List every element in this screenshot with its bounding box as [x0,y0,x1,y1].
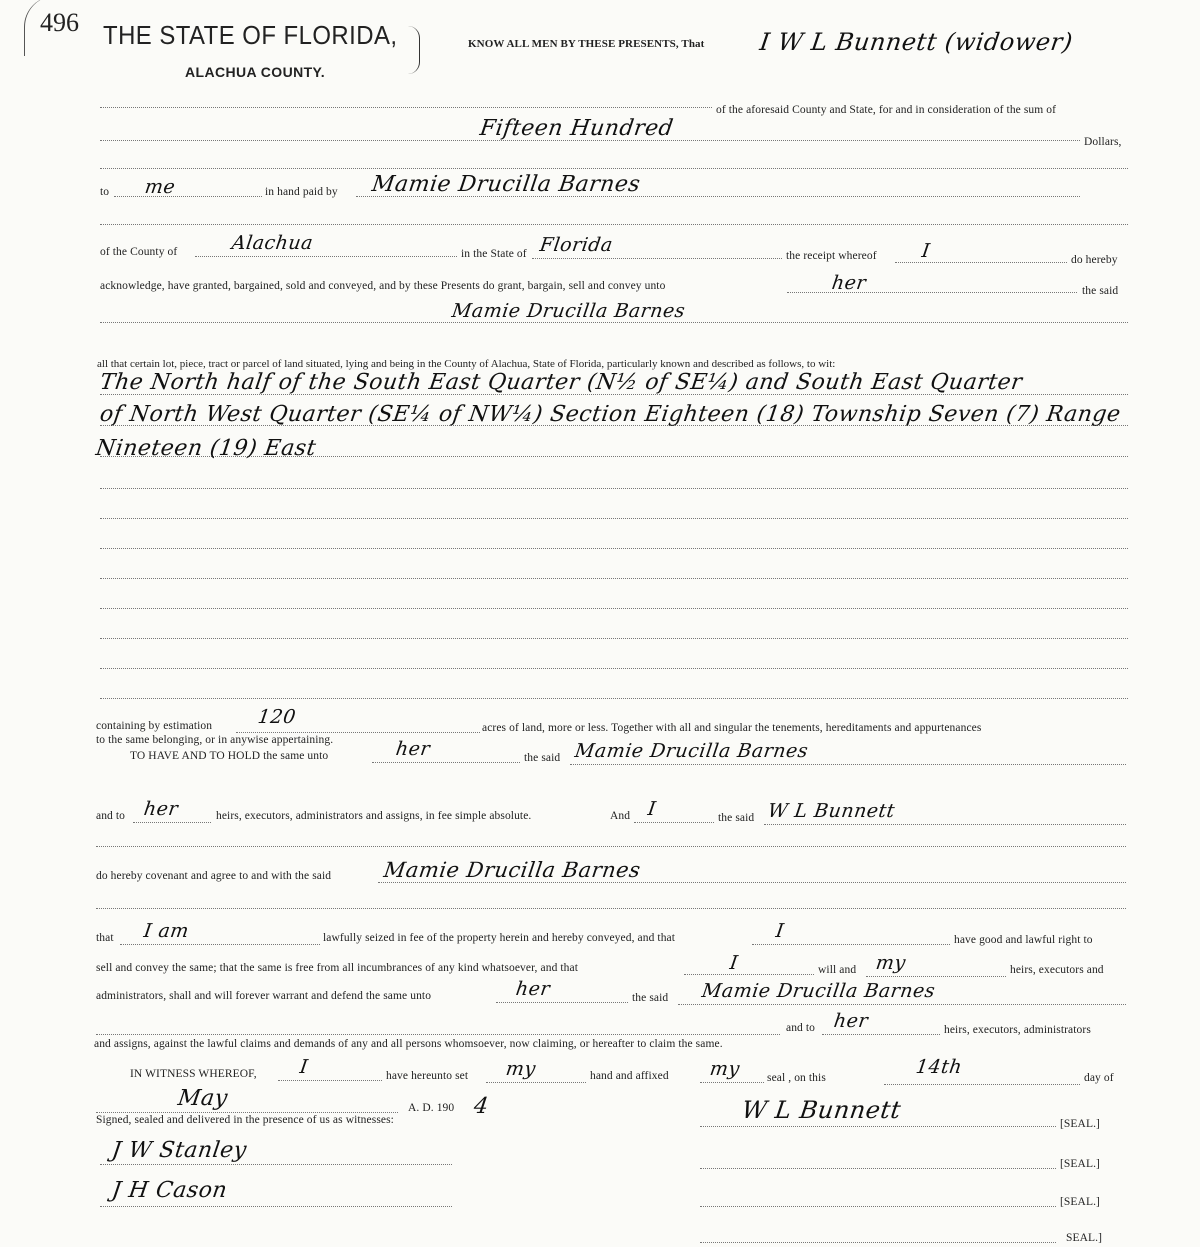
and-to-text: and to [96,810,126,822]
receipt-text: the receipt whereof [786,250,877,262]
signed-text: Signed, sealed and delivered in the presence of us as witnesses: [96,1114,394,1126]
in-witness-text: IN WITNESS WHEREOF, [130,1068,257,1080]
rule [100,322,1128,323]
rule [96,1112,398,1113]
containing-text: containing by estimation [96,720,213,732]
acknowledge-text: acknowledge, have granted, bargained, sold and conveyed, and by these Presents do grant, bargain, sell and convey unto [100,280,666,292]
hereby-text: do hereby [1071,254,1118,266]
year-handwritten: 4 [472,1094,491,1119]
rule [96,908,1126,909]
and-to-2-text: and to [786,1022,816,1034]
page-number: 496 [40,8,79,37]
state-handwritten: Florida [538,234,615,256]
set-handwritten: my [504,1058,538,1080]
in-state-text: in the State of [461,248,527,260]
hand-affixed-text: hand and affixed [590,1070,669,1082]
witness-1-handwritten: J W Stanley [110,1138,249,1163]
rule [120,944,320,945]
rule [100,548,1128,549]
description-line-3: Nineteen (19) East [94,436,318,461]
rule [822,1034,940,1035]
in-witness-handwritten: I [298,1056,310,1078]
county-handwritten: Alachua [230,232,315,254]
seal-on-text: seal , on this [767,1072,826,1084]
rule [700,1126,1056,1127]
header-bracket [405,26,420,74]
rule [100,1206,452,1207]
and-handwritten: I [646,798,658,820]
of-county-text: of the County of [100,246,178,258]
rule [100,1164,452,1165]
receipt-handwritten: I [920,240,932,262]
acres-handwritten: 120 [256,706,298,728]
description-intro: all that certain lot, piece, tract or parcel of land situated, lying and being in the County of Alachua, State of Florida, particularly known and described as follows, to wit: [97,358,836,370]
rule [195,256,457,257]
that-text: that [96,932,114,944]
and-to-handwritten: her [142,798,180,820]
to-have-the-said: the said [524,752,561,764]
covenant-text: do hereby covenant and agree to and with the said [96,870,332,882]
the-said-2-text: the said [718,812,755,824]
will-handwritten: my [874,952,908,974]
rule [236,732,480,733]
rule [100,107,712,108]
admin-name-handwritten: Mamie Drucilla Barnes [700,980,937,1002]
heirs-2-text: heirs, executors, administrators [944,1024,1091,1036]
to-text: to [100,186,110,198]
to-have-handwritten: her [394,738,432,760]
rule [866,976,1006,977]
seal-label-4: SEAL.] [1066,1232,1103,1244]
rule [895,262,1067,263]
affixed-handwritten: my [708,1058,742,1080]
rule [100,518,1128,519]
signature-handwritten: W L Bunnett [740,1096,903,1124]
sell-convey-text: sell and convey the same; that the same is free from all incumbrances of any kind whatsoever, and that [96,962,579,974]
sell-handwritten: I [728,952,740,974]
rule [100,698,1128,699]
rule [570,764,1126,765]
good-right-text: have good and lawful right to [954,934,1093,946]
rule [700,1168,1056,1169]
rule [700,1206,1056,1207]
grantor-handwritten: I W L Bunnett (widower) [758,28,1075,56]
rule [100,668,1128,669]
description-line-1: The North half of the South East Quarter (N½ of SE¼) and South East Quarter [98,370,1024,395]
day-handwritten: 14th [914,1056,964,1078]
rule [100,488,1128,489]
have-set-text: have hereunto set [386,1070,469,1082]
to-handwritten: me [143,176,177,198]
rule [884,1084,1080,1085]
description-line-2: of North West Quarter (SE¼ of NW¼) Section Eighteen (18) Township Seven (7) Range [98,402,1123,427]
rule [96,1034,780,1035]
rule [678,1004,1126,1005]
county-title: ALACHUA COUNTY. [185,64,326,80]
witness-2-handwritten: J H Cason [110,1178,229,1203]
rule [496,1002,628,1003]
rule [372,762,520,763]
lawfully-handwritten: I [774,920,786,942]
unto-handwritten: her [830,272,868,294]
state-title: THE STATE OF FLORIDA, [103,20,398,50]
and-to-2-handwritten: her [832,1010,870,1032]
dollars-text: Dollars, [1084,136,1122,148]
rule [486,1082,586,1083]
rule [100,168,1128,169]
rule [100,224,1128,225]
rule [700,1242,1056,1243]
month-handwritten: May [176,1086,230,1111]
rule [684,974,814,975]
rule [133,822,211,823]
rule [700,1082,764,1083]
day-of-text: day of [1084,1072,1114,1084]
that-handwritten: I am [142,920,191,942]
to-have-text: TO HAVE AND TO HOLD the same unto [130,750,329,762]
and-text: And [610,810,631,822]
rule [634,822,714,823]
in-hand-text: in hand paid by [265,186,338,198]
administrators-text: administrators, shall and will forever warrant and defend the same unto [96,990,432,1002]
rule [114,196,262,197]
rule [96,846,1126,847]
heirs-text: heirs, executors, administrators and assigns, in fee simple absolute. [216,810,532,822]
payer-handwritten: Mamie Drucilla Barnes [370,172,642,197]
lawfully-text: lawfully seized in fee of the property herein and hereby conveyed, and that [323,932,676,944]
covenant-handwritten: Mamie Drucilla Barnes [382,858,643,882]
heirs-exec-text: heirs, executors and [1010,964,1104,976]
rule [100,608,1128,609]
rule [100,638,1128,639]
rule [532,258,782,259]
the-said-text: the said [1082,285,1119,297]
acres-text: acres of land, more or less. Together with all and singular the tenements, hereditaments and appurtenances [482,722,982,734]
rule [378,882,1126,883]
to-have-name-handwritten: Mamie Drucilla Barnes [573,740,810,762]
ad-text: A. D. 190 [408,1102,455,1114]
seal-label-2: [SEAL.] [1060,1158,1100,1170]
seal-label-1: [SEAL.] [1060,1118,1100,1130]
rule [752,944,950,945]
rule [100,578,1128,579]
assigns-text: and assigns, against the lawful claims and demands of any and all persons whomsoever, now claiming, or hereafter to claim the same. [94,1038,723,1050]
grantee-handwritten: Mamie Drucilla Barnes [450,300,687,322]
will-and-text: will and [818,964,857,976]
the-said-3-text: the said [632,992,669,1004]
amount-handwritten: Fifteen Hundred [478,116,675,141]
consideration-text: of the aforesaid County and State, for and in consideration of the sum of [716,104,1057,116]
admin-handwritten: her [514,978,552,1000]
know-all-text: KNOW ALL MEN BY THESE PRESENTS, That [468,38,705,50]
rule [278,1080,382,1081]
belonging-text: to the same belonging, or in anywise appertaining. [96,734,334,746]
rule [764,824,1126,825]
grantor-name-handwritten: W L Bunnett [766,800,897,822]
seal-label-3: [SEAL.] [1060,1196,1100,1208]
